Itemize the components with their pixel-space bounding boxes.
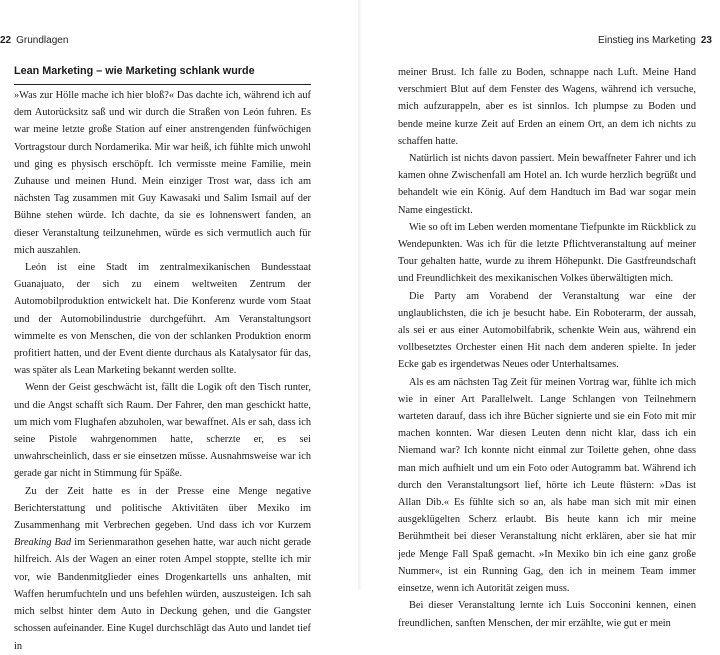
italic-title: Breaking Bad <box>14 537 72 549</box>
left-running-header <box>0 34 340 48</box>
paragraph: Wenn der Geist geschwächt ist, fällt die Logik oft den Tisch runter, und die Angst schafft sich Raum. Der Fahrer, den man geschickt hatte, um mich vom Flughafen abzuholen, war bewaffnet. Als er sah, dass ich seine Pistole wahrgenommen hatte, scherzte er, es sei unwahrscheinlich, dass er sie einsetzen müsse. Ausnahmsweise war ich gerade gar nicht in Stimmung für Späße. <box>14 382 311 480</box>
right-page-number: 23 <box>700 35 712 46</box>
paragraph: Bei dieser Veranstaltung lernte ich Luis Socconini kennen, einen freundlichen, sanften Menschen, der mir erzählte, wie gut er mein <box>398 600 696 629</box>
right-running-head: Einstieg ins Marketing <box>598 35 696 46</box>
left-page-text <box>14 64 311 655</box>
paragraph: Die Party am Vorabend der Veranstaltung war eine der unglaublichsten, die ich je besucht habe. Ein Roboterarm, der aussah, als sei er aus einer Automobilfabrik, schenkte Wein aus, während ein vollbesetztes Orchester einen Hit nach dem anderen spielte. In jeder Ecke gab es irgendetwas Neues oder Unterhaltsames. <box>398 290 696 371</box>
paragraph-text: Zu der Zeit hatte es in der Presse eine Menge negative Berichterstattung und politische Aktivitäten über Mexiko im Zusammenhang mit Verbrechen gegeben. Und dass ich vor Kurzem <box>14 485 311 532</box>
book-gutter <box>358 0 362 590</box>
left-page-number: 22 <box>0 35 12 46</box>
paragraph: Natürlich ist nichts davon passiert. Mein bewaffneter Fahrer und ich kamen ohne Zwischenfall am Hotel an. Ich wurde herzlich begrüßt und behandelt wie ein König. Auf dem Handtuch im Bad war sogar mein Name eingestickt. <box>398 153 696 216</box>
right-page-text <box>398 64 696 632</box>
section-title: Lean Marketing – wie Marketing schlank wurde <box>14 64 311 85</box>
left-running-head: Grundlagen <box>16 35 69 46</box>
paragraph-text: im Serienmarathon gesehen hatte, war auch nicht gerade hilfreich. Als der Wagen an einer roten Ampel stoppte, stellte ich mir vor, wie Bandenmitglieder eines Drogenkartells uns anhalten, mit Waffen herumfuchteln und uns befehlen würden, auszusteigen. Ich sah mich selbst hinter dem Auto in Deckung gehen, und die Gangster schossen aufeinander. Eine Kugel durchschlägt das Auto und landet tief in <box>14 537 312 652</box>
paragraph: Wie so oft im Leben werden momentane Tiefpunkte im Rückblick zu Wendepunkten. Was ich für die letzte Pflichtveranstaltung auf meiner Tour gehalten hatte, wurde zu ihrem Höhepunkt. Die Gastfreundschaft und Freundlichkeit des mexikanischen Volkes überwältigten mich. <box>398 221 696 285</box>
paragraph <box>14 483 311 655</box>
paragraph: Als es am nächsten Tag Zeit für meinen Vortrag war, fühlte ich mich wie in einer Art Parallelwelt. Lange Schlangen von Teilnehmern warteten darauf, dass ich ihre Bücher signierte und sie ein Foto mit mir machen konnten. War diesen Leuten denn nicht klar, dass ich ein Niemand war? Ich konnte nicht einmal zur Toilette gehen, ohne dass man mich aufhielt und um ein Foto oder Autogramm bat. Während ich durch den Veranstaltungsort lief, hörte ich Leute flüstern: »Das ist Allan Dib.« Es fühlte sich so an, als habe man sich mit mir einen ausgeklügelten Scherz erlaubt. Bis heute kann ich mir meine Berühmtheit bei dieser Veranstaltung nicht erklären, aber sie hat mir jede Menge Fall Spaß gemacht. »In Mexiko bin ich eine ganz große Nummer«, ist ein Running Gag, den ich in meinem Team immer einsetze, wenn ich Autorität zeigen muss. <box>398 376 696 595</box>
right-running-header <box>380 34 712 48</box>
paragraph: León ist eine Stadt im zentralmexikanischen Bundesstaat Guanajuato, der sich zu einem weltweiten Zentrum der Automobilproduktion entwickelt hat. Die Konferenz wurde vom Staat und der Automobilindustrie durchgeführt. Am Veranstaltungsort wimmelte es von Menschen, die von der schlanken Produktion enorm profitiert hatten, und der Event diente durchaus als Katalysator für das, was später als Lean Marketing bekannt werden sollte. <box>14 262 311 377</box>
paragraph: meiner Brust. Ich falle zu Boden, schnappe nach Luft. Meine Hand verschmiert Blut auf dem Fenster des Wagens, während ich versuche, mich aufzurappeln, aber es ist sinnlos. Ich plumpse zu Boden und bende meine kurze Zeit auf Erden an einem Ort, an dem ich nichts zu schaffen hatte. <box>398 67 696 147</box>
paragraph: »Was zur Hölle mache ich hier bloß?« Das dachte ich, während ich auf dem Autorücksitz saß und wir durch die Straßen von León fuhren. Es war meine letzte große Station auf einer anstrengenden fünfwöchigen Vortragstour durch Nordamerika. Mir war heiß, ich fühlte mich unwohl und ging es physisch erschöpft. Ich vermisste meine Familie, mein Zuhause und meinen Hund. Mein einziger Trost war, dass ich am nächsten Tag zusammen mit Guy Kawasaki und Salim Ismail auf der Bühne stehen würde. Ich dachte, da sie es lohnenswert fanden, an dieser Veranstaltung teilzunehmen, würde es sich vermutlich auch für mich auszahlen. <box>14 90 311 256</box>
